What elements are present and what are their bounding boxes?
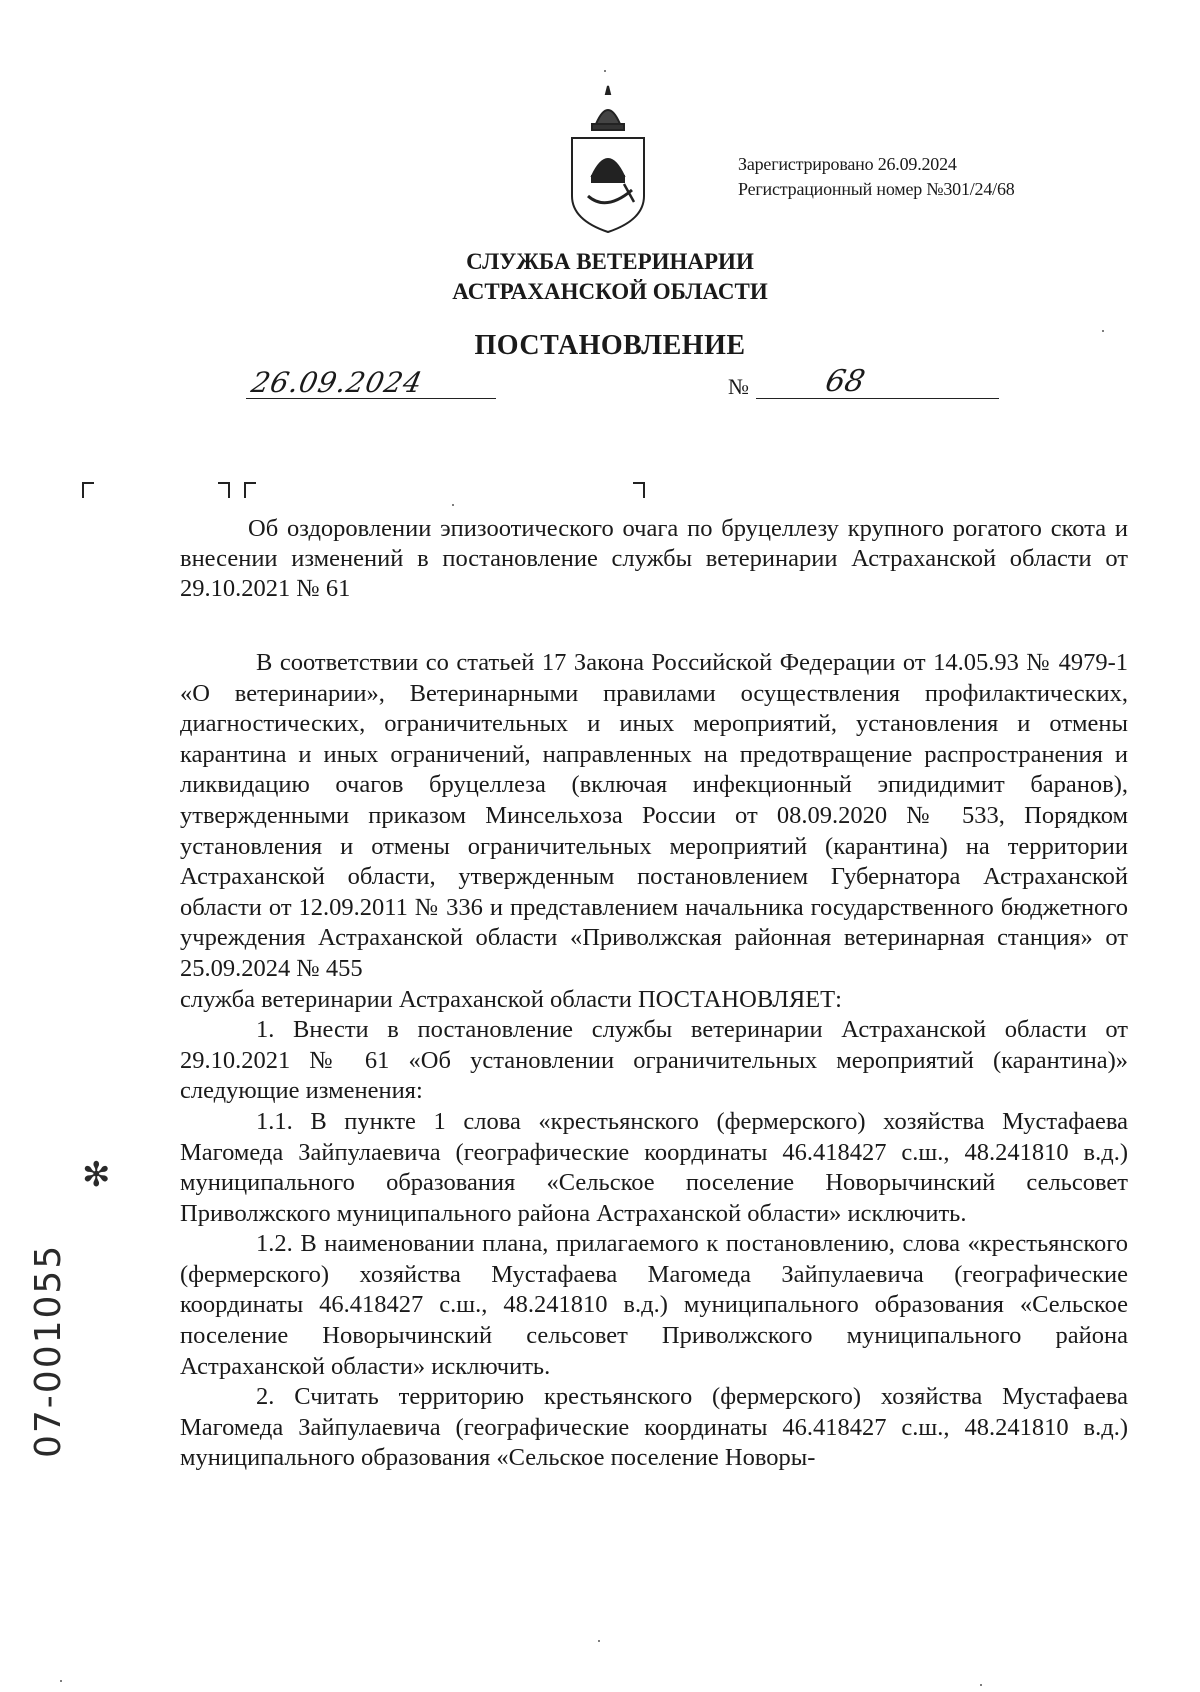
scan-speck — [980, 1684, 982, 1686]
document-subject: Об оздоровлении эпизоотического очага по бруцеллезу крупного рогатого скота и внесении изменений в постановление службы ветеринарии Астраханской области от 29.10.2021 № 61 — [180, 515, 1128, 602]
scan-speck — [598, 1640, 600, 1642]
scan-speck — [1102, 330, 1104, 332]
handwritten-date: 26.09.2024 — [248, 366, 426, 399]
scan-speck — [60, 1680, 62, 1682]
number-label: № — [728, 374, 749, 399]
clause-2: 2. Считать территорию крестьянского (фермерского) хозяйства Мустафаева Магомеда Зайпулаевича (географические координаты 46.418427 с.ш., 48.241810 в.д.) муниципального образования «Сельское поселение Новоры- — [180, 1383, 1128, 1472]
clause-1: 1. Внести в постановление службы ветеринарии Астраханской области от 29.10.2021 № 61 «Об установлении ограничительных мероприятий (карантина)» следующие изменения: — [180, 1016, 1128, 1105]
document-type: ПОСТАНОВЛЕНИЕ — [474, 330, 746, 361]
registration-stamp — [738, 152, 1015, 202]
organization-name — [400, 247, 820, 307]
scan-speck — [604, 70, 606, 72]
side-asterisk-mark: ✻ — [82, 1155, 111, 1195]
document-body — [180, 648, 1128, 1474]
organization-line-1: СЛУЖБА ВЕТЕРИНАРИИ — [466, 249, 754, 274]
preamble-paragraph: В соответствии со статьей 17 Закона Российской Федерации от 14.05.93 № 4979-1 «О ветеринарии», Ветеринарными правилами осуществления профилактических, диагностических, ограничительных и иных мероприятий, установления и отмены карантина и иных ограничений, направленных на предотвращение распространения и ликвидацию очагов бруцеллеза (включая инфекционный эпидидимит баранов), утвержденными приказом Минсельхоза России от 08.09.2020 № 533, Порядком установления и отмены ограничительных мероприятий (карантина) на территории Астраханской области, утвержденным постановлением Губернатора Астраханской области от 12.09.2011 № 336 и представлением начальника государственного бюджетного учреждения Астраханской области «Приволжская районная ветеринарная станция» от 25.09.2024 № 455 — [180, 649, 1128, 982]
number-underline — [756, 398, 999, 399]
resolves-line: служба ветеринарии Астраханской области ПОСТАНОВЛЯЕТ: — [180, 985, 842, 1013]
organization-line-2: АСТРАХАНСКОЙ ОБЛАСТИ — [452, 279, 768, 304]
corner-mark — [82, 482, 94, 498]
registration-number: Регистрационный номер №301/24/68 — [738, 179, 1015, 199]
coat-of-arms-emblem — [566, 84, 650, 236]
corner-mark — [218, 482, 230, 498]
clause-1-2: 1.2. В наименовании плана, прилагаемого к постановлению, слова «крестьянского (фермерского) хозяйства Мустафаева Магомеда Зайпулаевича (географические координаты 46.418427 с.ш., 48.241810 в.д.) муниципального образования «Сельское поселение Новорычинский сельсовет Приволжского муниципального района Астраханской области» исключить. — [180, 1230, 1128, 1380]
scan-speck — [452, 504, 454, 506]
side-serial-number: 07-001055 — [28, 1243, 69, 1458]
clause-1-1: 1.1. В пункте 1 слова «крестьянского (фермерского) хозяйства Мустафаева Магомеда Зайпулаевича (географические координаты 46.418427 с.ш., 48.241810 в.д.) муниципального образования «Сельское поселение Новорычинский сельсовет Приволжского муниципального района Астраханской области» исключить. — [180, 1107, 1128, 1227]
date-underline — [246, 398, 496, 399]
registration-date: Зарегистрировано 26.09.2024 — [738, 154, 957, 174]
corner-mark — [244, 482, 256, 498]
handwritten-number: 68 — [822, 364, 868, 399]
corner-mark — [633, 482, 645, 498]
